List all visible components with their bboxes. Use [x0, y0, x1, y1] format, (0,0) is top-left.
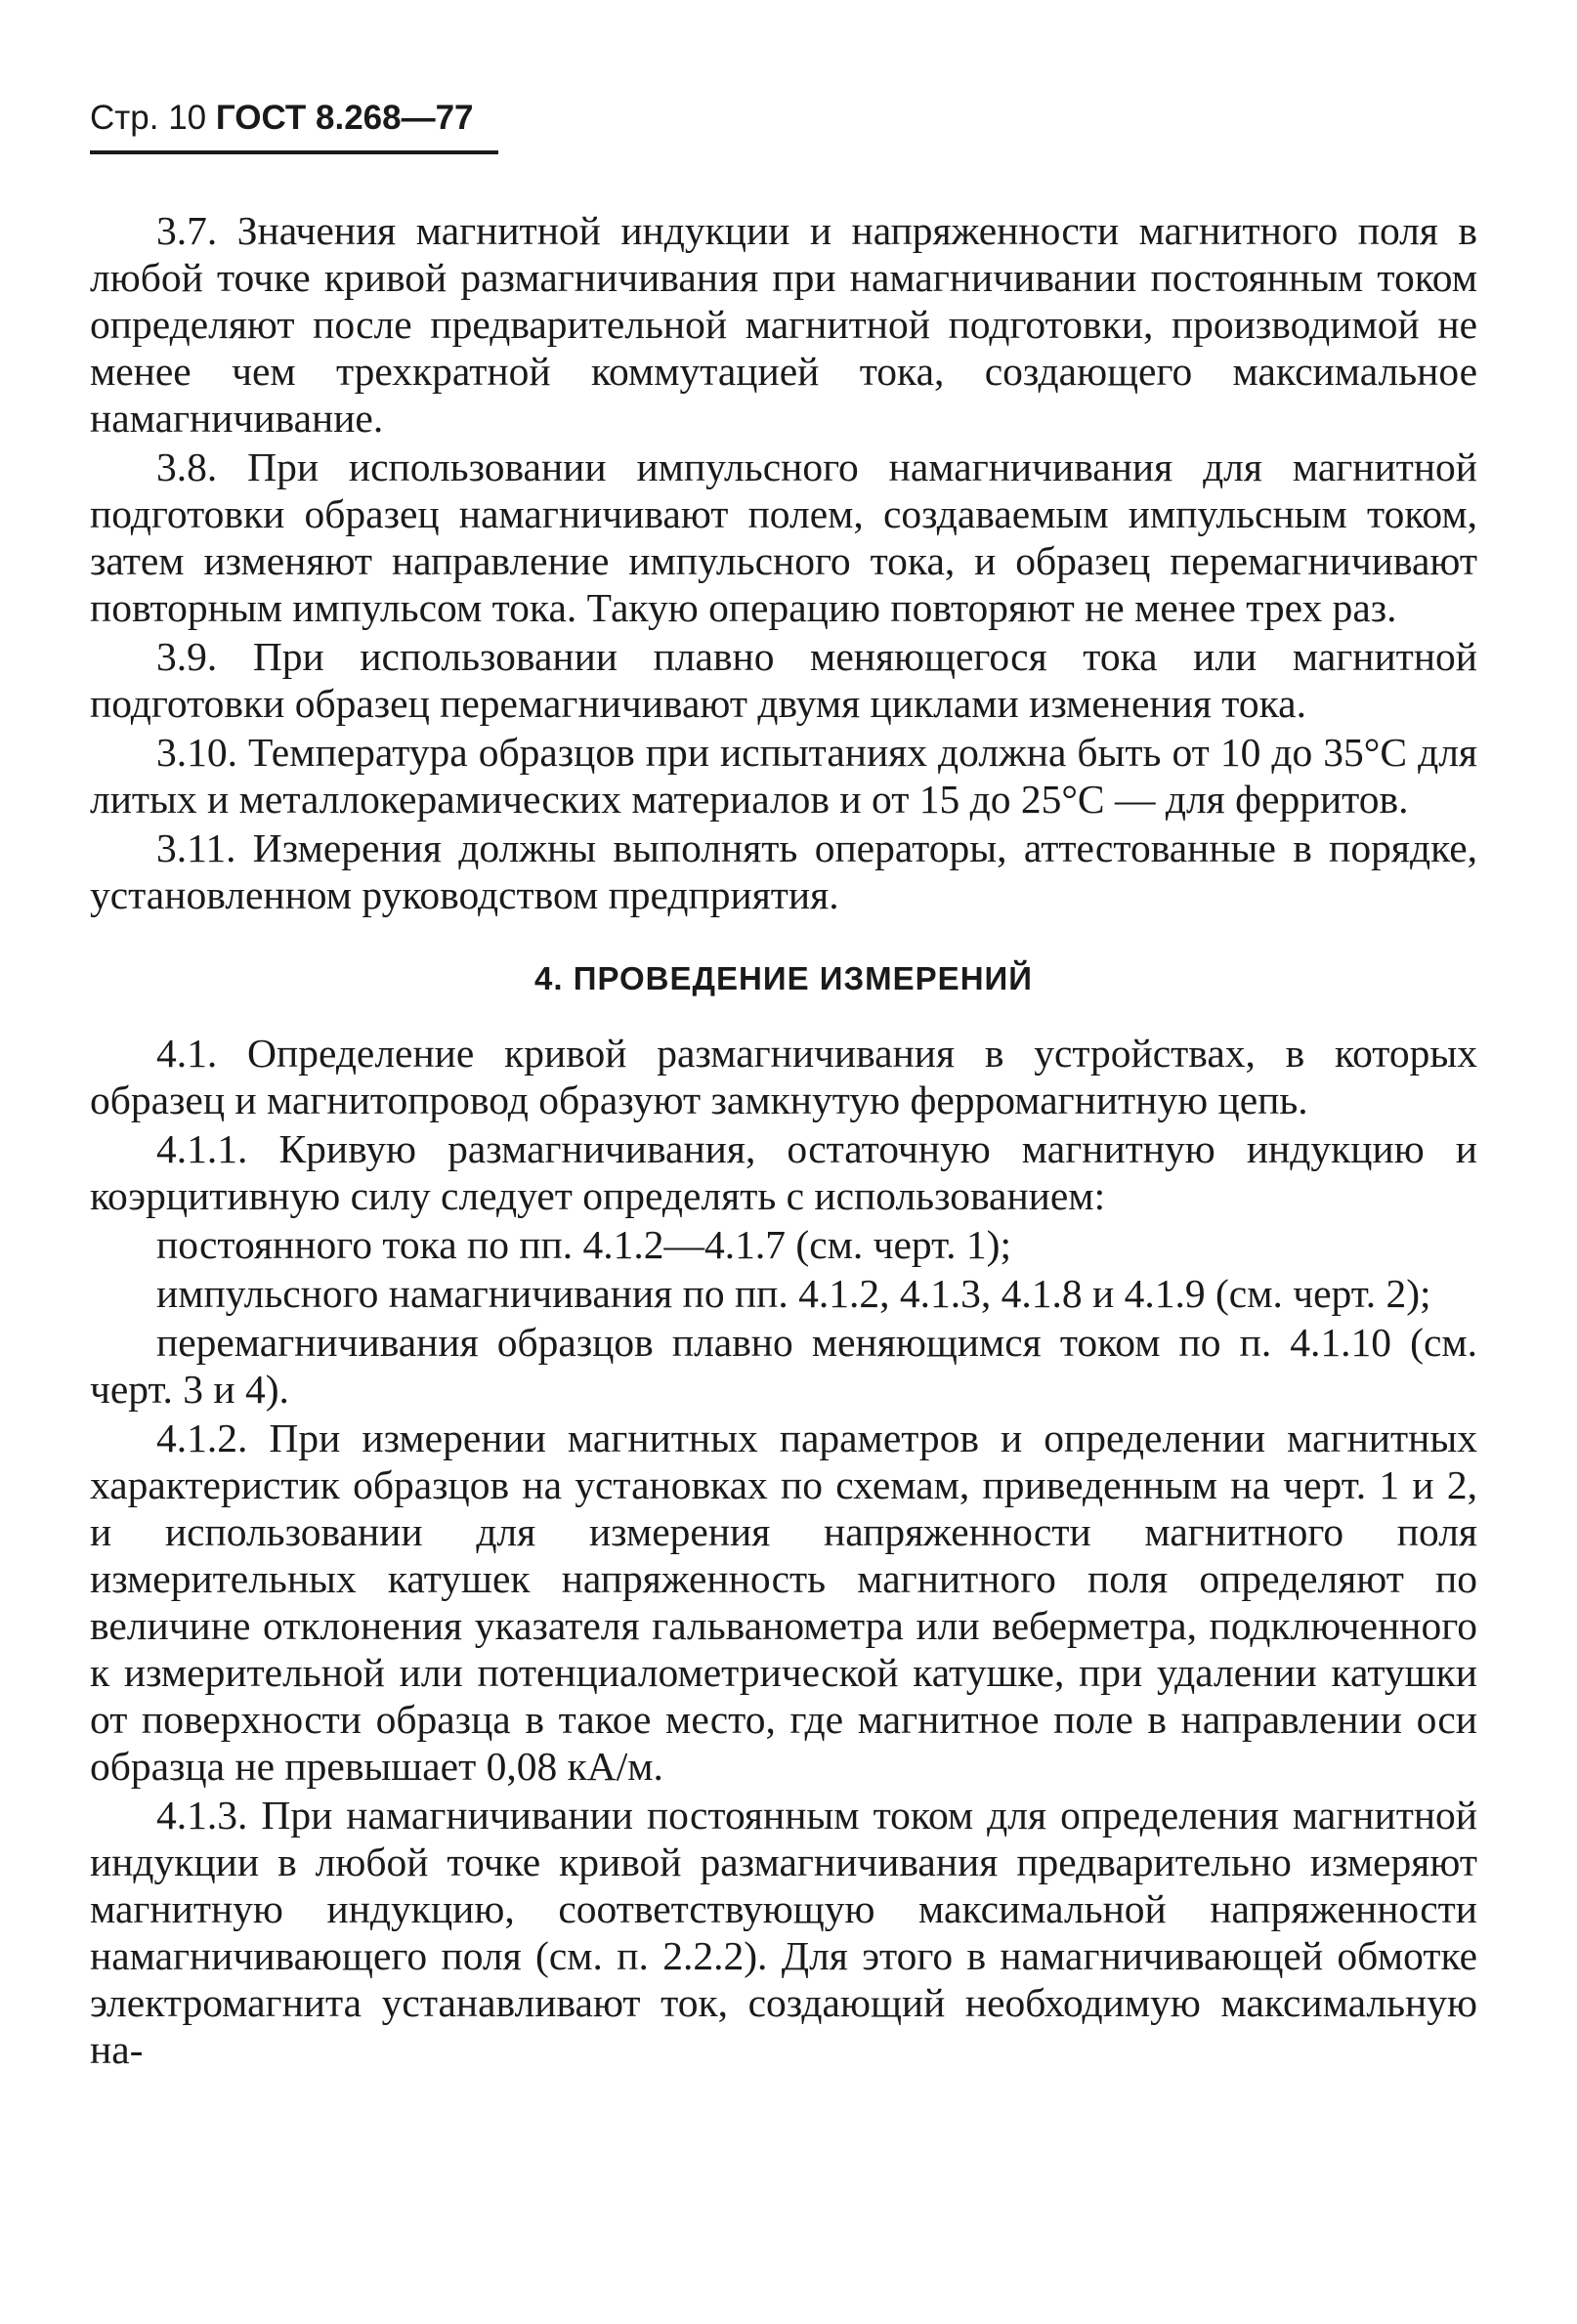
section-4-title: 4. ПРОВЕДЕНИЕ ИЗМЕРЕНИЙ	[534, 960, 1033, 996]
paragraph-4-1-3: 4.1.3. При намагничивании постоянным током для определения магнитной индукции в любой точке кривой размагничивания предварительно измеряют магнитную индукцию, соответствующую максимальной напряженности намагничивающего поля (см. п. 2.2.2). Для этого в намагничивающей обмотке электромагнита устанавливают ток, создающий необходимую максимальную на-	[90, 1793, 1477, 2072]
paragraph-3-7: 3.7. Значения магнитной индукции и напряженности магнитного поля в любой точке кривой размагничивания при намагничивании постоянным током определяют после предварительной магнитной подготовки, производимой не менее чем трехкратной коммутацией тока, создающего максимальное намагничивание.	[90, 208, 1477, 441]
page-header	[90, 98, 1477, 139]
paragraph-4-1-2: 4.1.2. При измерении магнитных параметров и определении магнитных характеристик образцов на установках по схемам, приведенным на черт. 1 и 2, и использовании для измерения напряженности магнитного поля измерительных катушек напряженность магнитного поля определяют по величине отклонения указателя гальванометра или веберметра, подключенного к измерительной или потенциалометрической катушке, при удалении катушки от поверхности образца в такое место, где магнитное поле в направлении оси образца не превышает 0,08 кА/м.	[90, 1416, 1477, 1789]
paragraph-3-10: 3.10. Температура образцов при испытаниях должна быть от 10 до 35°С для литых и металлокерамических материалов и от 15 до 25°С — для ферритов.	[90, 730, 1477, 822]
standard-number: ГОСТ 8.268—77	[215, 99, 474, 137]
header-rule	[90, 150, 498, 154]
paragraph-4-1-1: 4.1.1. Кривую размагничивания, остаточную магнитную индукцию и коэрцитивную силу следует определять с использованием:	[90, 1126, 1477, 1218]
paragraph-3-9: 3.9. При использовании плавно меняющегося тока или магнитной подготовки образец перемагничивают двумя циклами изменения тока.	[90, 634, 1477, 726]
document-page	[90, 98, 1477, 2073]
paragraph-4-1: 4.1. Определение кривой размагничивания в устройствах, в которых образец и магнитопровод образуют замкнутую ферромагнитную цепь.	[90, 1031, 1477, 1122]
list-item-smooth-current: перемагничивания образцов плавно меняющимся током по п. 4.1.10 (см. черт. 3 и 4).	[90, 1320, 1477, 1412]
paragraph-3-8: 3.8. При использовании импульсного намагничивания для магнитной подготовки образец намагничивают полем, создаваемым импульсным током, затем изменяют направление импульсного тока, и образец перемагничивают повторным импульсом тока. Такую операцию повторяют не менее трех раз.	[90, 444, 1477, 630]
list-item-dc-current: постоянного тока по пп. 4.1.2—4.1.7 (см. черт. 1);	[156, 1222, 1011, 1267]
paragraph-3-11: 3.11. Измерения должны выполнять операторы, аттестованные в порядке, установленном руководством предприятия.	[90, 825, 1477, 917]
list-item-pulse-magnetization: импульсного намагничивания по пп. 4.1.2, 4.1.3, 4.1.8 и 4.1.9 (см. черт. 2);	[156, 1271, 1431, 1316]
page-number: Стр. 10	[90, 99, 207, 137]
